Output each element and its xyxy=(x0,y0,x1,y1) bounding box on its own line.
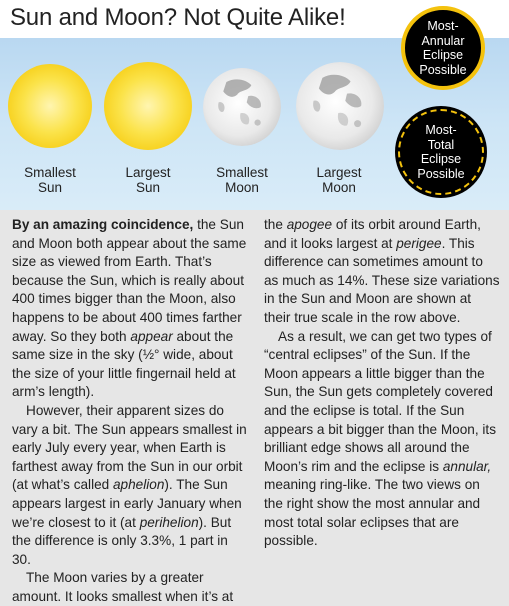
paragraph-3-start: The Moon varies by a greater amount. It looks smallest when it’s at xyxy=(12,570,234,604)
moon-surface-icon xyxy=(296,62,384,150)
page-title: Sun and Moon? Not Quite Alike! xyxy=(10,4,346,31)
caption-largest-moon: Largest Moon xyxy=(316,165,362,195)
smallest-moon xyxy=(203,68,281,146)
smallest-sun xyxy=(8,64,92,148)
caption-smallest-moon: Smallest Moon xyxy=(216,165,268,195)
caption-smallest-sun: Smallest Sun xyxy=(24,165,76,195)
largest-moon xyxy=(296,62,384,150)
paragraph-3-continuation: the xyxy=(264,217,287,232)
most-annular-eclipse-badge: Most- Annular Eclipse Possible xyxy=(401,6,485,90)
paragraph-4: As a result, we can get two types of “central eclipses” of the Sun. If the Moon appears a little bigger than the Sun, the Sun gets completely covered and the eclipse is total. If the Sun appears a bit bigger than the Moon, its brilliant edge shows all around the Moon’s rim and the eclipse is annular, meaning ring-like. The two views on the right show the most annular and most total solar eclipses that are possible. xyxy=(264,328,496,549)
paragraph-3-end: the apogee of its orbit around Earth, and it looks largest at perigee. This difference can sometimes amount to as much as 14%. These size variations in the Sun and Moon are shown at their true scale in the row above. xyxy=(264,217,500,325)
caption-largest-sun: Largest Sun xyxy=(125,165,171,195)
text-column-left xyxy=(12,216,250,606)
largest-sun xyxy=(104,62,192,150)
moon-surface-icon xyxy=(203,68,281,146)
most-total-eclipse-badge: Most- Total Eclipse Possible xyxy=(395,106,487,198)
text-column-right xyxy=(264,216,500,551)
paragraph-1: By an amazing coincidence, the Sun and Moon both appear about the same size as viewed from Earth. That’s because the Sun, which is really about 400 times bigger than the Moon, also happens to be about 400 times farther away. So they both appear about the same size in the sky (½° wide, about the size of your little fingernail held at arm’s length). xyxy=(12,217,247,400)
paragraph-2: However, their apparent sizes do vary a bit. The Sun appears smallest in early July every year, when Earth is farthest away from the Sun in our orbit (at what’s called aphelion). The Sun appears largest in early January when we’re closest to it (at perihelion). But the difference is only 3.3%, 1 part in 30. xyxy=(12,402,247,567)
